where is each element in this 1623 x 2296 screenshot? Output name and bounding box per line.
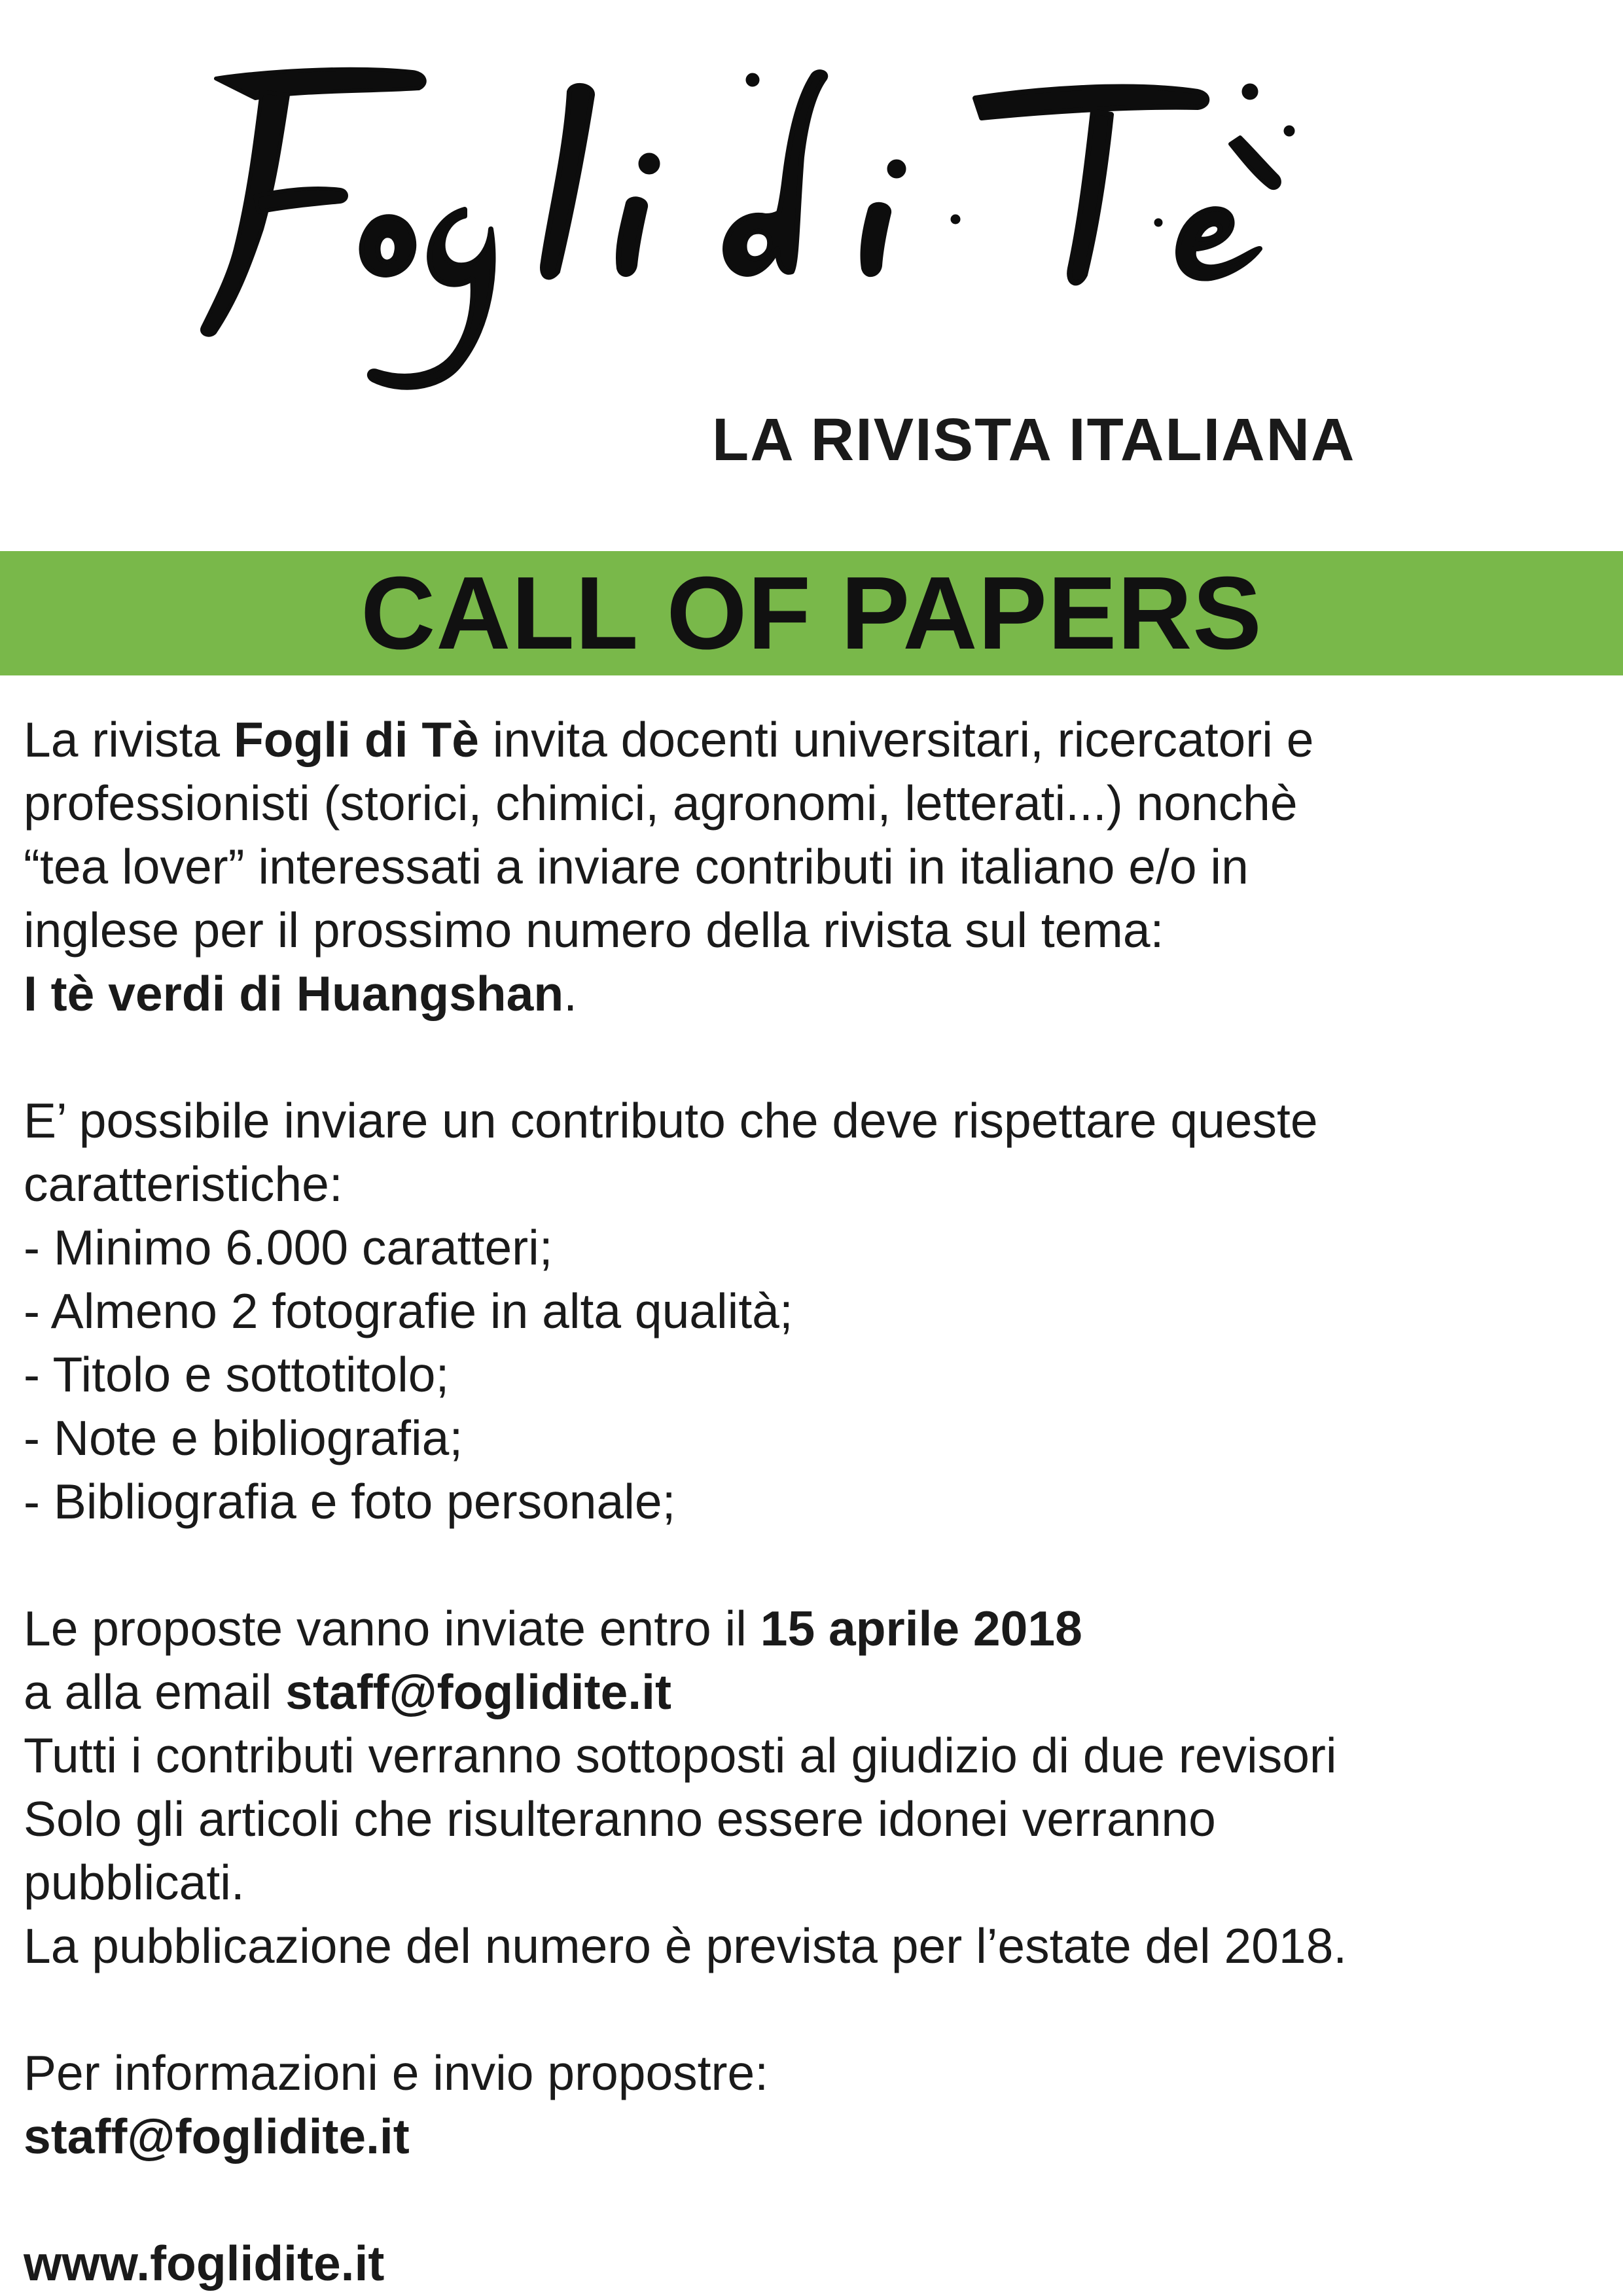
topic-period: .: [563, 966, 577, 1021]
intro-line-2: professionisti (storici, chimici, agronomi, letterati...) nonchè: [24, 776, 1298, 831]
spacer: [24, 2168, 1607, 2232]
intro-line-1-post: invita docenti universitari, ricercatori e: [478, 712, 1314, 767]
magazine-name: Fogli di Tè: [233, 712, 479, 767]
topic-line: [24, 962, 1607, 1026]
requirement-item: - Note e bibliografia;: [24, 1410, 463, 1465]
intro-line-1: [24, 708, 1607, 772]
brush-script-logo: [177, 52, 1486, 419]
spacer: [24, 1978, 1607, 2041]
requirement-item: - Titolo e sottotitolo;: [24, 1347, 450, 1402]
body-text: [24, 708, 1607, 2295]
email-pre: a alla email: [24, 1664, 286, 1719]
website-line: [24, 2232, 1607, 2295]
intro-line-3: “tea lover” interessati a inviare contributi in italiano e/o in: [24, 839, 1249, 894]
brush-logo-graphic: [177, 52, 1486, 419]
contact-email-link[interactable]: staff@foglidite.it: [24, 2109, 410, 2164]
requirement-item: - Almeno 2 fotografie in alta qualità;: [24, 1283, 793, 1338]
website-link[interactable]: www.foglidite.it: [24, 2236, 385, 2291]
spacer: [24, 1534, 1607, 1597]
submission-email-link[interactable]: staff@foglidite.it: [285, 1664, 671, 1719]
spacer: [24, 1026, 1607, 1089]
call-banner: [0, 551, 1623, 675]
deadline-pre: Le proposte vanno inviate entro il: [24, 1601, 760, 1656]
review-line-2: Solo gli articoli che risulteranno essere idonei verranno: [24, 1791, 1216, 1846]
requirement-item: - Bibliografia e foto personale;: [24, 1474, 676, 1529]
review-line-3: pubblicati.: [24, 1855, 245, 1910]
intro-line-1-pre: La rivista: [24, 712, 234, 767]
deadline-date: 15 aprile 2018: [760, 1601, 1082, 1656]
requirements-lead-2: caratteristiche:: [24, 1157, 343, 1211]
review-line-1: Tutti i contributi verranno sottoposti al giudizio di due revisori: [24, 1728, 1337, 1783]
email-line: [24, 1660, 1607, 1724]
contact-email-line: [24, 2105, 1607, 2168]
banner-title: CALL OF PAPERS: [361, 556, 1262, 671]
magazine-subtitle: LA RIVISTA ITALIANA: [712, 406, 1356, 473]
intro-line-4: inglese per il prossimo numero della rivista sul tema:: [24, 903, 1164, 958]
masthead: [0, 0, 1623, 550]
requirement-item: - Minimo 6.000 caratteri;: [24, 1220, 553, 1275]
requirements-lead-1: E’ possibile inviare un contributo che deve rispettare queste: [24, 1093, 1318, 1148]
topic-title: I tè verdi di Huangshan: [24, 966, 564, 1021]
publication-line: La pubblicazione del numero è prevista per l’estate del 2018.: [24, 1918, 1347, 1973]
deadline-line: [24, 1597, 1607, 1660]
contact-label: Per informazioni e invio propostre:: [24, 2045, 769, 2100]
